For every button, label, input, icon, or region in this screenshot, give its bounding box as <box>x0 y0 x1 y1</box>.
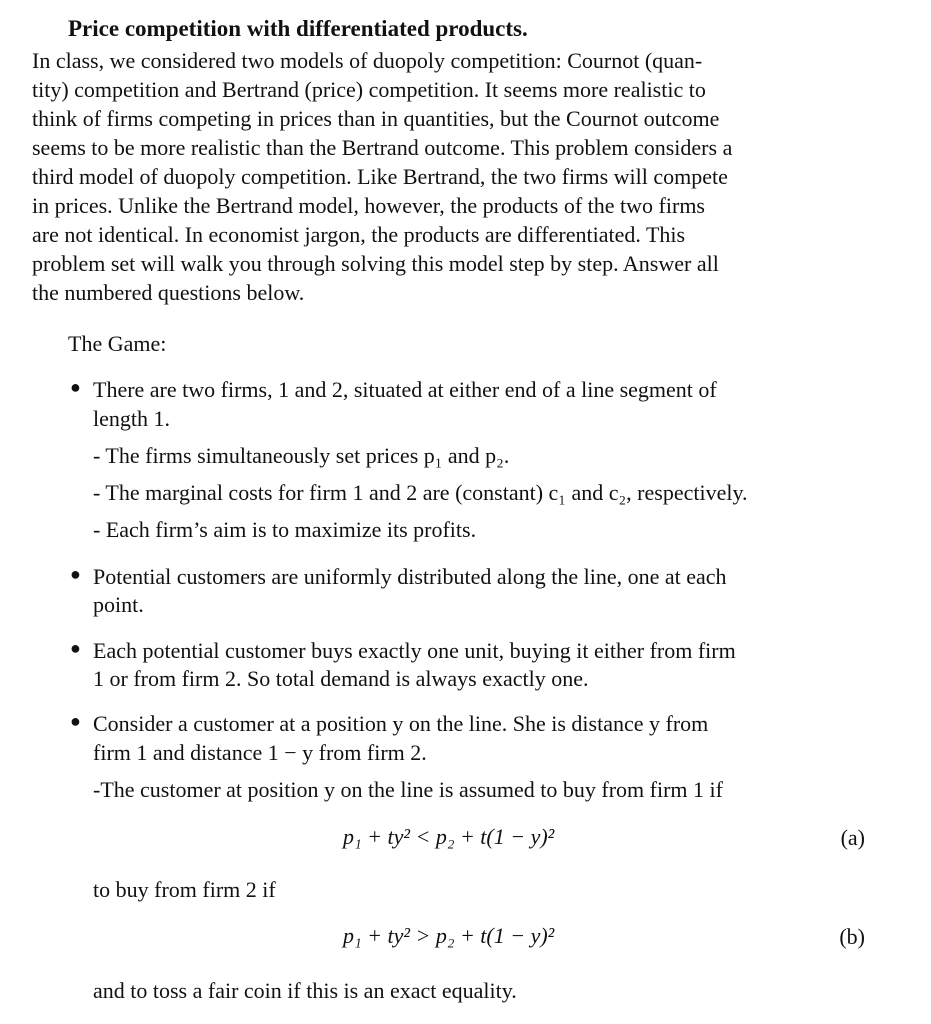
sub-item: - Each firm’s aim is to maximize its profits. <box>93 517 477 542</box>
intro-line: in prices. Unlike the Bertrand model, however, the products of the two firms <box>32 193 705 218</box>
equation-a: p₁ + ty² < p₂ + t(1 − y)² <box>343 824 555 849</box>
rule-intro: -The customer at position y on the line is assumed to buy from firm 1 if <box>93 777 723 802</box>
bullet-line: There are two firms, 1 and 2, situated at either end of a line segment of <box>93 377 717 402</box>
bullet-icon: ● <box>70 377 81 397</box>
bullet-line: Potential customers are uniformly distributed along the line, one at each <box>93 564 727 589</box>
sub-item: - The firms simultaneously set prices p₁ and p₂. <box>93 443 510 468</box>
problem-title: Price competition with differentiated products. <box>68 16 528 41</box>
rule-mid: to buy from firm 2 if <box>93 877 276 902</box>
intro-line: In class, we considered two models of duopoly competition: Cournot (quan- <box>32 48 703 73</box>
intro-line: are not identical. In economist jargon, the products are differentiated. This <box>32 222 686 247</box>
equation-a-tag: (a) <box>840 825 865 850</box>
bullet-line: Each potential customer buys exactly one unit, buying it either from firm <box>93 638 736 663</box>
equation-b-tag: (b) <box>839 924 865 949</box>
bullet-line: Consider a customer at a position y on the line. She is distance y from <box>93 711 709 736</box>
game-heading: The Game: <box>68 331 167 356</box>
intro-line: problem set will walk you through solving this model step by step. Answer all <box>32 251 719 276</box>
equation-b: p₁ + ty² > p₂ + t(1 − y)² <box>343 923 555 948</box>
rule-end: and to toss a fair coin if this is an exact equality. <box>93 978 517 1003</box>
intro-line: seems to be more realistic than the Bertrand outcome. This problem considers a <box>32 135 733 160</box>
intro-line: tity) competition and Bertrand (price) competition. It seems more realistic to <box>32 77 706 102</box>
bullet-line: length 1. <box>93 406 170 431</box>
bullet-icon: ● <box>70 638 81 658</box>
bullet-icon: ● <box>70 564 81 584</box>
bullet-icon: ● <box>70 711 81 731</box>
intro-line: third model of duopoly competition. Like Bertrand, the two firms will compete <box>32 164 728 189</box>
intro-line: the numbered questions below. <box>32 280 305 305</box>
bullet-line: point. <box>93 592 144 617</box>
bullet-line: firm 1 and distance 1 − y from firm 2. <box>93 740 427 765</box>
sub-item: - The marginal costs for firm 1 and 2 are (constant) c₁ and c₂, respectively. <box>93 480 748 505</box>
bullet-line: 1 or from firm 2. So total demand is always exactly one. <box>93 666 589 691</box>
intro-line: think of firms competing in prices than in quantities, but the Cournot outcome <box>32 106 720 131</box>
